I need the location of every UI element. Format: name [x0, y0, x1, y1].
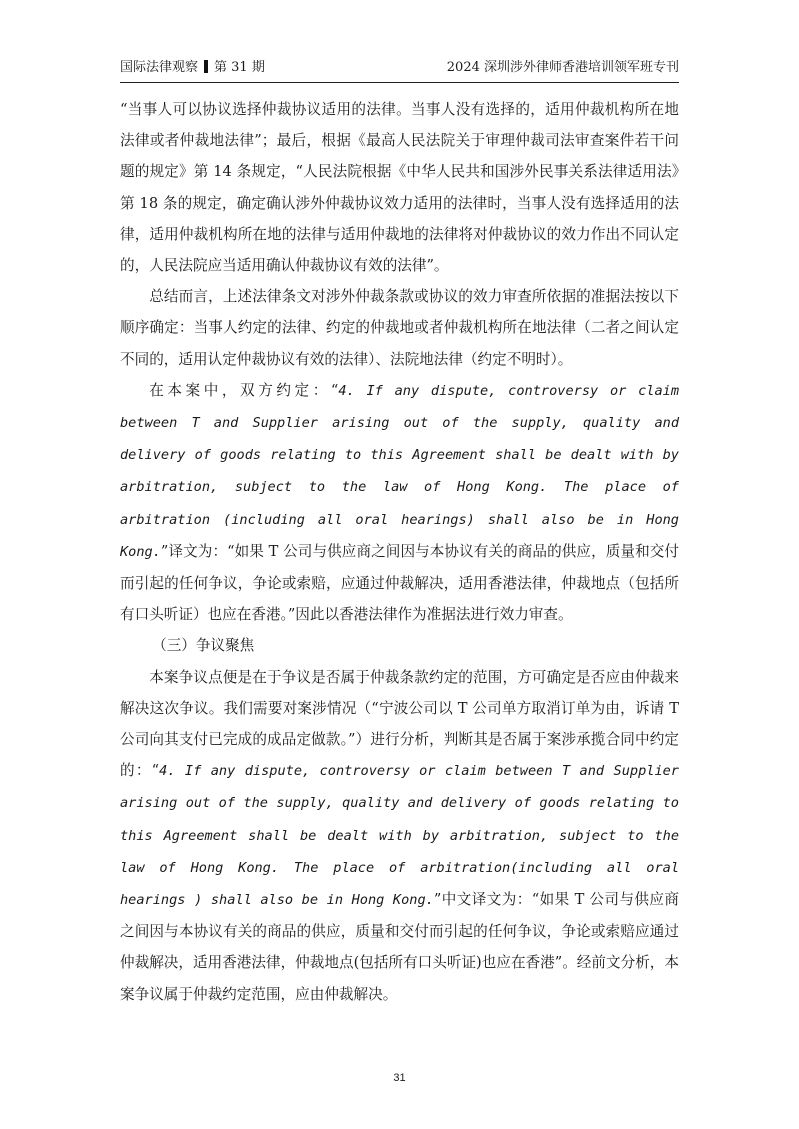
paragraph-4-lead: 本案争议点便是在于争议是否属于仲裁条款约定的范围，方可确定是否应由仲裁来解决这次争议。我们需要对案涉情况（“宁波公司以 T 公司单方取消订单为由，诉请 T 公司向其支付已完成的成品定做款。”）进行分析，判断其是否属于案涉承揽合同中约定的：“ — [120, 668, 679, 780]
page-number: 31 — [393, 1072, 406, 1084]
paragraph-4 — [120, 662, 679, 1010]
paragraph-1: “当事人可以协议选择仲裁协议适用的法律。当事人没有选择的，适用仲裁机构所在地法律或者仲裁地法律”；最后，根据《最高人民法院关于审理仲裁司法审查案件若干问题的规定》第 14 条规定，“人民法院根据《中华人民共和国涉外民事关系法律适用法》第 18 条的规定，确定确认涉外仲裁协议效力适用的法律时，当事人没有选择适用的法律，适用仲裁机构所在地的法律与适用仲裁地的法律将对仲裁协议的效力作出不同认定的，人民法院应当适用确认仲裁协议有效的法律”。 — [120, 101, 679, 275]
paragraph-4-translation: ”中文译文为：“如果 T 公司与供应商之间因与本协议有关的商品的供应，质量和交付而引起的任何争议，争论或索赔应通过仲裁解决，适用香港法律，仲裁地点(包括所有口头听证)也应在香港”。经前文分析，本案争议属于仲裁约定范围，应由仲裁解决。 — [120, 891, 679, 1003]
contract-clause-english-repeat: 4. If any dispute, controversy or claim between T and Supplier arising out of the supply, quality and delivery of goods relating to this Agreement shall be dealt with by arbitration, subject to the law of Hong Kong. The place of arbitration(including all oral hearings ) shall also be in Hong Kong. — [120, 763, 679, 909]
issue-number: 第 31 期 — [214, 60, 265, 75]
paragraph-3-lead: 在本案中，双方约定：“ — [149, 381, 339, 399]
running-header — [120, 58, 679, 83]
special-issue-title: 2024 深圳涉外律师香港培训领军班专刊 — [446, 60, 679, 75]
contract-clause-english: 4. If any dispute, controversy or claim between T and Supplier arising out of the supply, quality and delivery of goods relating to this Agreement shall be dealt with by arbitration, subject to the law of Hong Kong. The place of arbitration (including all oral hearings) shall also be in Hong Kong. — [120, 382, 679, 560]
section-heading: （三）争议聚焦 — [152, 637, 255, 655]
paragraph-3-translation: ”译文为：“如果 T 公司与供应商之间因与本协议有关的商品的供应，质量和交付而引起的任何争议，争论或索赔，应通过仲裁解决，适用香港法律，仲裁地点（包括所有口头听证）也应在香港。”因此以香港法律作为准据法进行效力审查。 — [120, 542, 679, 624]
journal-title: 国际法律观察 — [120, 60, 199, 75]
paragraph-2: 总结而言，上述法律条文对涉外仲裁条款或协议的效力审查所依据的准据法按以下顺序确定：当事人约定的法律、约定的仲裁地或者仲裁机构所在地法律（二者之间认定不同的，适用认定仲裁协议有效的法律）、法院地法律（约定不明时）。 — [120, 288, 679, 368]
document-body — [120, 94, 679, 1010]
header-left — [120, 58, 265, 78]
paragraph-3 — [120, 375, 679, 631]
header-divider-bar — [204, 60, 208, 73]
